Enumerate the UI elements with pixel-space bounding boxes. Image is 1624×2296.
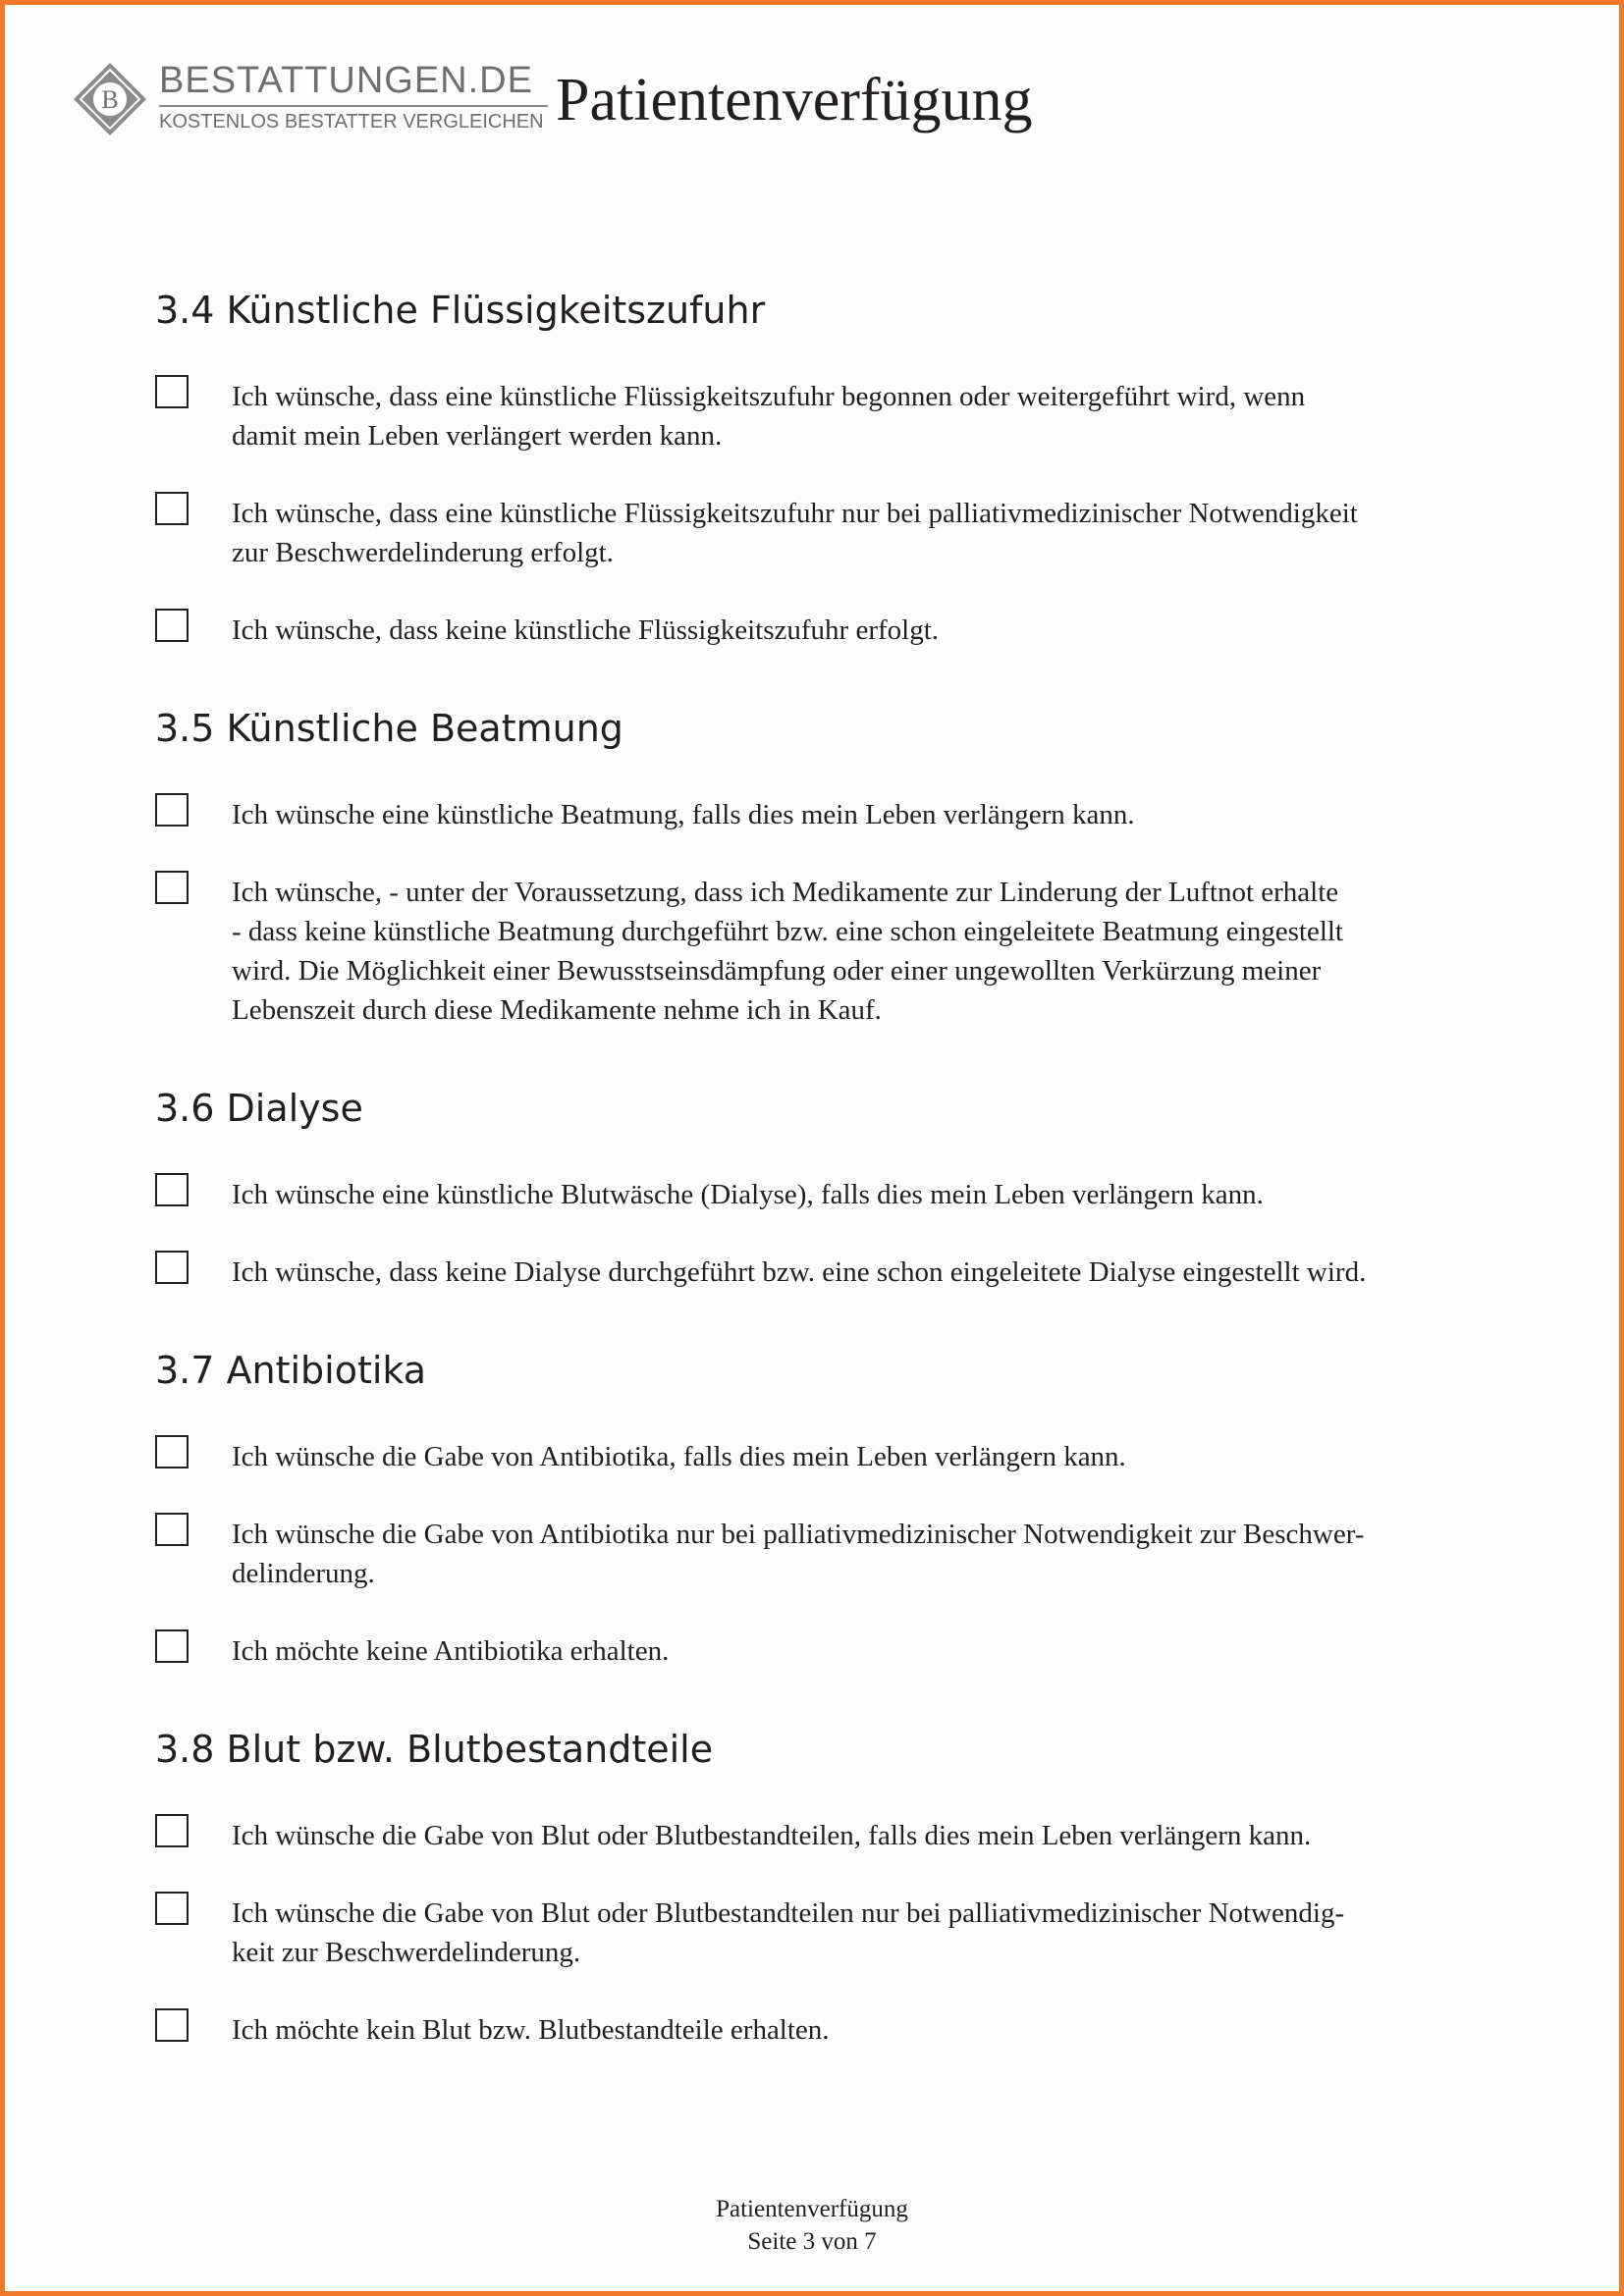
option-text-line: zur Beschwerdelinderung erfolgt.	[232, 537, 614, 568]
document-title: Patientenverfügung	[556, 67, 1033, 133]
section-ventilation	[155, 701, 1530, 1030]
checkbox[interactable]	[155, 1513, 189, 1546]
logo	[73, 60, 544, 140]
option-text-line: Ich wünsche die Gabe von Blut oder Blutbestandteilen nur bei palliativmedizinischer Notwendig-	[232, 1897, 1345, 1929]
checkbox[interactable]	[155, 1892, 189, 1925]
logo-diamond-icon	[73, 62, 147, 136]
logo-divider	[159, 105, 548, 107]
page-number: Seite 3 von 7	[747, 2228, 877, 2255]
option-item	[155, 873, 1606, 1030]
checkbox[interactable]	[155, 375, 189, 408]
option-item	[155, 1253, 1606, 1292]
option-text-line: Lebenszeit durch diese Medikamente nehme ich in Kauf.	[232, 994, 882, 1026]
section-heading: 3.4 Künstliche Flüssigkeitszufuhr	[155, 289, 766, 332]
option-text-line: delinderung.	[232, 1558, 375, 1589]
option-item	[155, 1631, 1606, 1671]
option-item	[155, 1175, 1606, 1214]
option-item	[155, 611, 1606, 650]
option-text-line: Ich wünsche, dass keine Dialyse durchgeführt bzw. eine schon eingeleitete Dialyse eingestellt wird.	[232, 1256, 1367, 1288]
checkbox[interactable]	[155, 1435, 189, 1468]
option-item	[155, 1894, 1606, 1972]
option-text-line: damit mein Leben verlängert werden kann.	[232, 420, 723, 452]
checkbox[interactable]	[155, 2008, 189, 2042]
option-item	[155, 795, 1606, 834]
section-dialysis	[155, 1081, 1530, 1292]
option-item	[155, 494, 1606, 572]
option-text-line: Ich wünsche, dass keine künstliche Flüssigkeitszufuhr erfolgt.	[232, 614, 940, 646]
option-text-line: Ich wünsche eine künstliche Beatmung, falls dies mein Leben verlängern kann.	[232, 799, 1135, 830]
option-text-line: Ich wünsche die Gabe von Blut oder Blutbestandteilen, falls dies mein Leben verlängern kann.	[232, 1820, 1312, 1851]
section-antibiotics	[155, 1343, 1530, 1671]
section-heading: 3.5 Künstliche Beatmung	[155, 707, 623, 750]
checkbox[interactable]	[155, 1173, 189, 1206]
logo-letter: B	[101, 85, 119, 114]
option-item	[155, 1816, 1606, 1855]
option-text-line: keit zur Beschwerdelinderung.	[232, 1937, 581, 1968]
checkbox[interactable]	[155, 492, 189, 525]
section-blood	[155, 1722, 1530, 2050]
option-text-line: Ich wünsche, dass eine künstliche Flüssigkeitszufuhr begonnen oder weitergeführt wird, wenn	[232, 381, 1306, 412]
logo-name: BESTATTUNGEN.DE	[159, 60, 533, 101]
section-heading: 3.7 Antibiotika	[155, 1349, 427, 1392]
option-item	[155, 1515, 1606, 1593]
option-text-line: Ich wünsche, - unter der Voraussetzung, dass ich Medikamente zur Linderung der Luftnot erhalte	[232, 877, 1339, 908]
checkbox[interactable]	[155, 1251, 189, 1284]
page-footer	[0, 2193, 1624, 2258]
option-text-line: Ich wünsche die Gabe von Antibiotika, falls dies mein Leben verlängern kann.	[232, 1441, 1126, 1472]
option-item	[155, 1437, 1606, 1476]
section-fluid-supply	[155, 283, 1530, 650]
logo-tagline: KOSTENLOS BESTATTER VERGLEICHEN	[159, 111, 544, 133]
option-text-line: - dass keine künstliche Beatmung durchgeführt bzw. eine schon eingeleitete Beatmung eingestellt	[232, 916, 1343, 947]
section-heading: 3.6 Dialyse	[155, 1087, 363, 1130]
option-text-line: Ich wünsche die Gabe von Antibiotika nur bei palliativmedizinischer Notwendigkeit zur Beschwer-	[232, 1519, 1365, 1550]
option-item	[155, 2010, 1606, 2050]
section-heading: 3.8 Blut bzw. Blutbestandteile	[155, 1728, 714, 1771]
option-item	[155, 377, 1606, 455]
checkbox[interactable]	[155, 609, 189, 642]
option-text-line: wird. Die Möglichkeit einer Bewusstseinsdämpfung oder einer ungewollten Verkürzung meiner	[232, 955, 1322, 987]
document-content	[155, 283, 1530, 2088]
checkbox[interactable]	[155, 1814, 189, 1847]
option-text-line: Ich möchte kein Blut bzw. Blutbestandteile erhalten.	[232, 2014, 830, 2046]
checkbox[interactable]	[155, 871, 189, 904]
footer-title: Patientenverfügung	[716, 2196, 908, 2222]
checkbox[interactable]	[155, 793, 189, 827]
option-text-line: Ich wünsche eine künstliche Blutwäsche (Dialyse), falls dies mein Leben verlängern kann.	[232, 1179, 1264, 1210]
option-text-line: Ich wünsche, dass eine künstliche Flüssigkeitszufuhr nur bei palliativmedizinischer Notwendigkeit	[232, 498, 1358, 529]
checkbox[interactable]	[155, 1629, 189, 1663]
option-text-line: Ich möchte keine Antibiotika erhalten.	[232, 1635, 670, 1667]
